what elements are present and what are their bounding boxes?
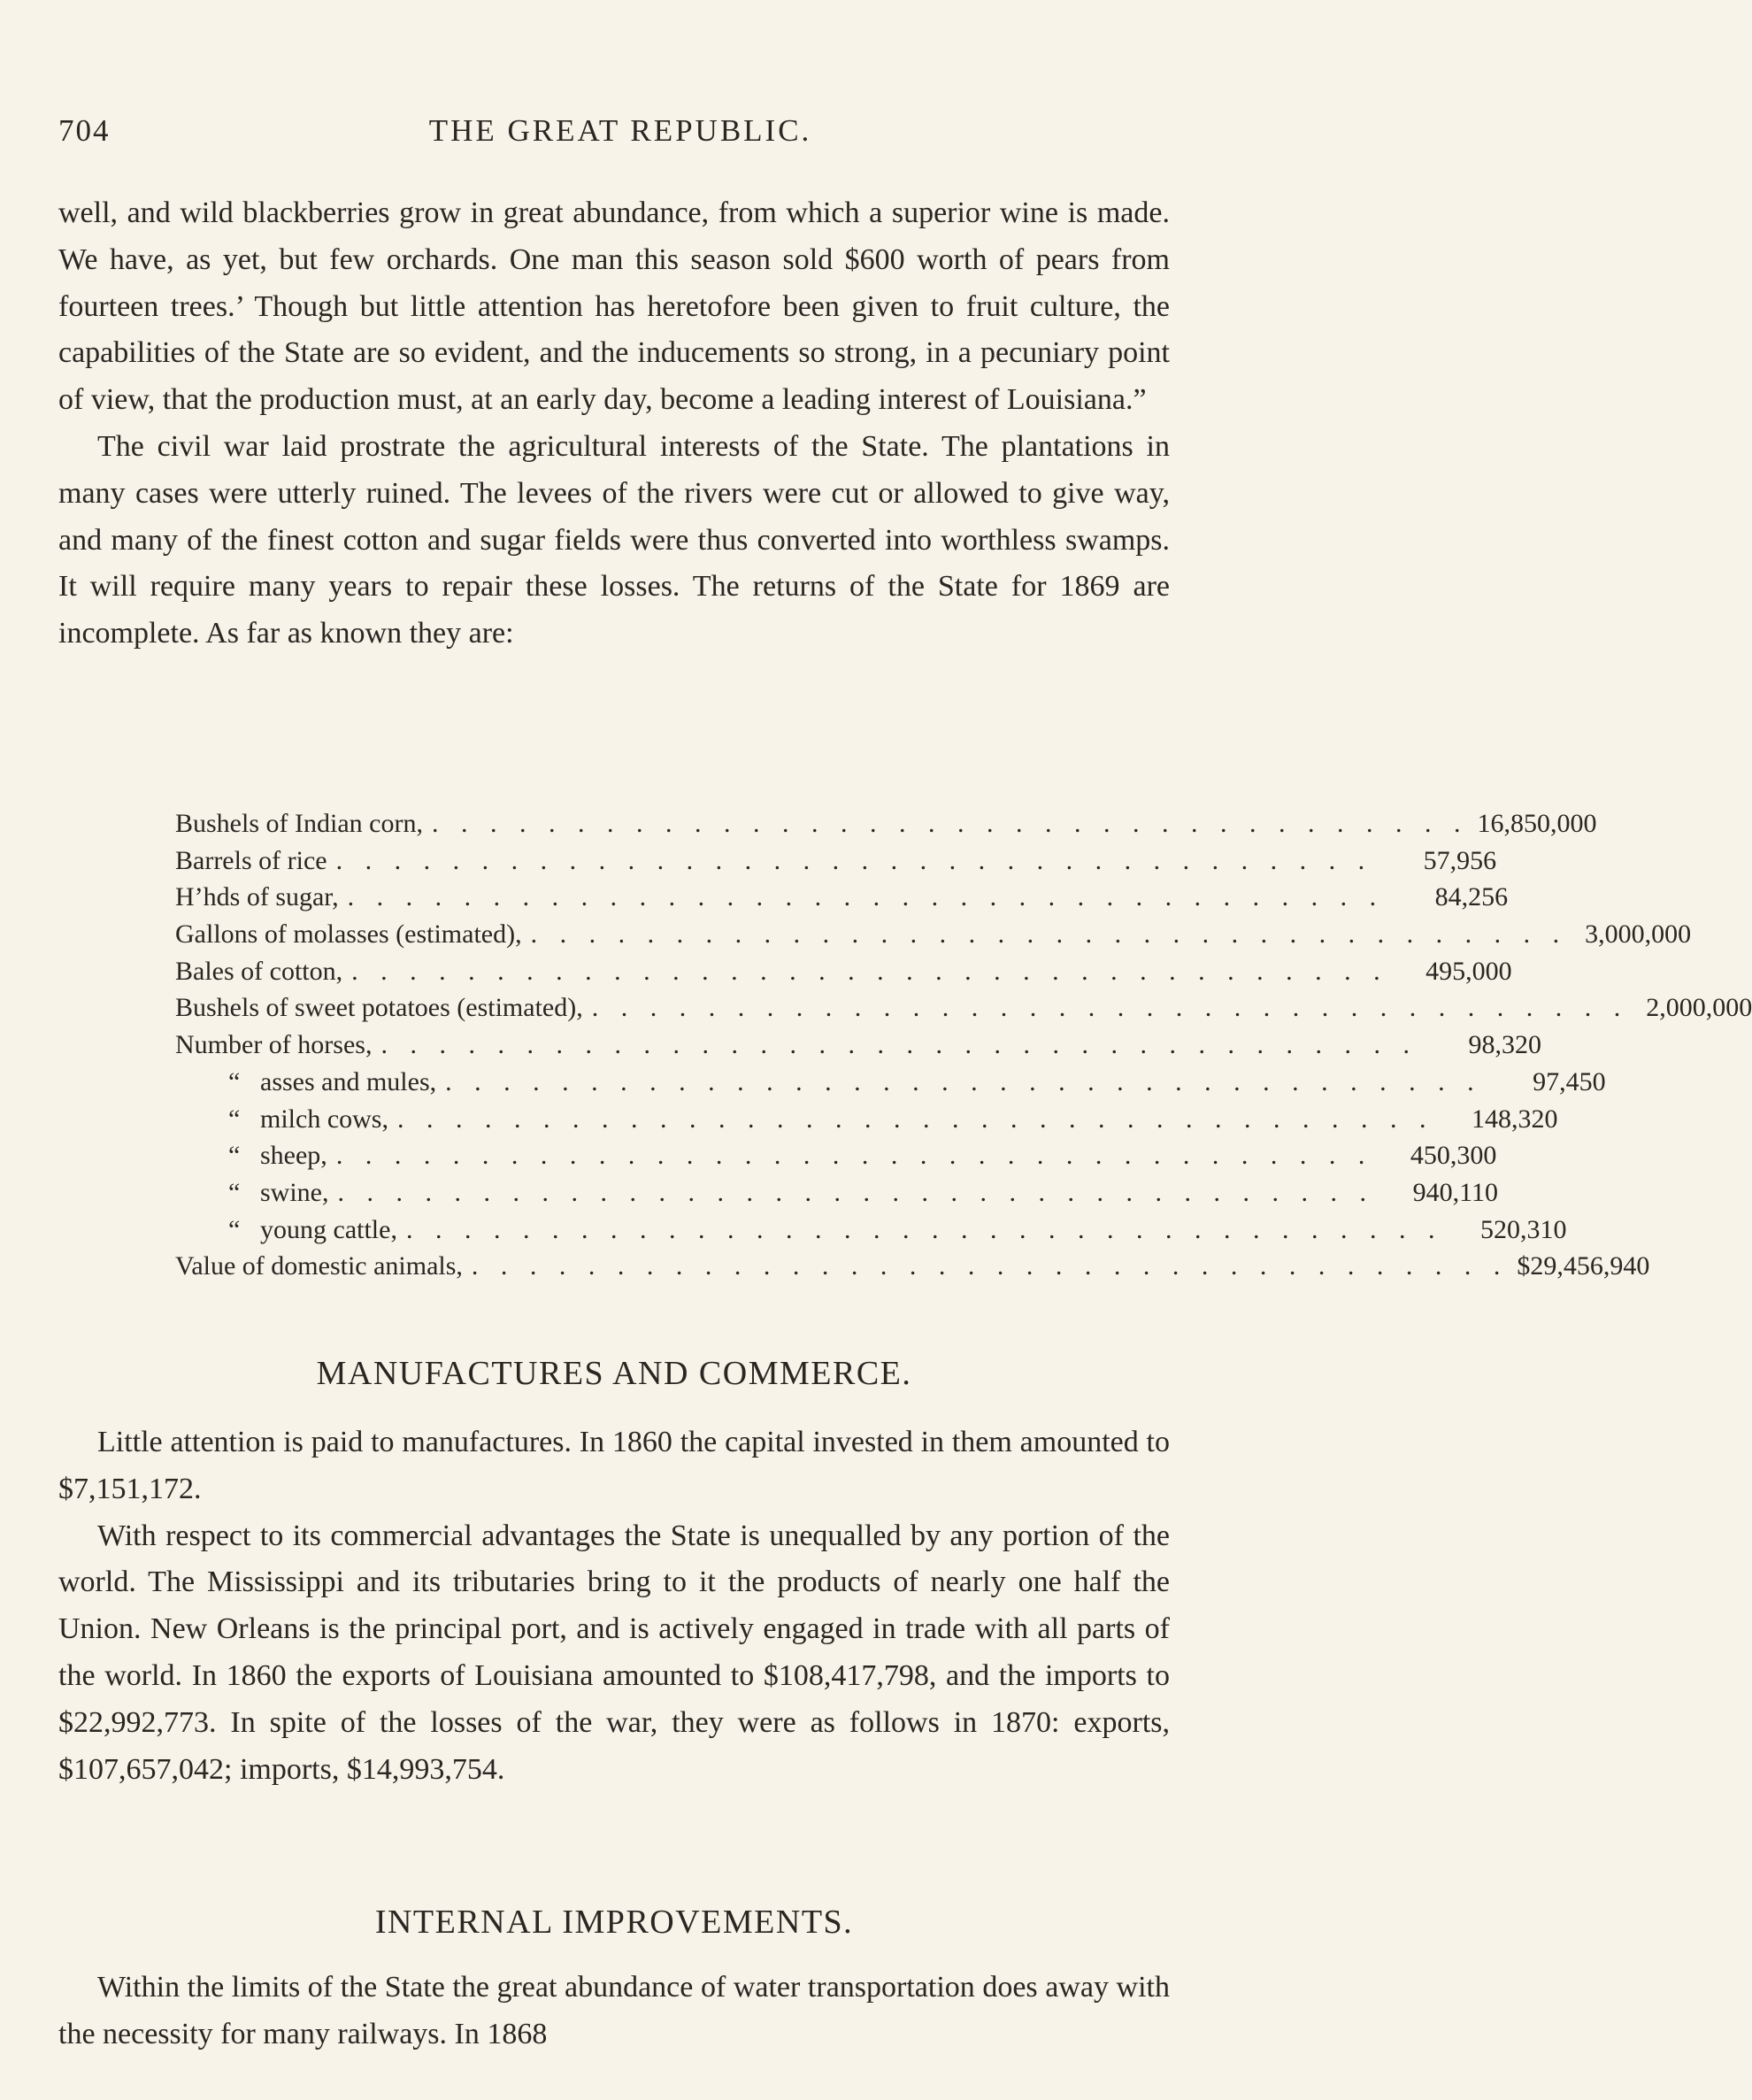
dot-leader: . . . . . . . . . . . . . . . . . . . . . . . . . . . . . . . . . . . .: [396, 1104, 1434, 1134]
row-label: [175, 879, 339, 916]
dot-leader: . . . . . . . . . . . . . . . . . . . . . . . . . . . . . . . . . . . .: [405, 1214, 1443, 1244]
row-label: [175, 1027, 372, 1064]
row-value: 16,850,000: [1477, 809, 1597, 838]
row-value: 84,256: [1434, 882, 1509, 912]
manufactures-text: [58, 1419, 1170, 1793]
page-header: [58, 113, 1182, 158]
row-label: [175, 1174, 329, 1212]
row-label: [175, 1101, 388, 1138]
internal-improvements-text: [58, 1965, 1170, 2058]
row-value: 520,310: [1479, 1214, 1567, 1244]
row-label: [175, 805, 423, 842]
row-label: [175, 1212, 397, 1249]
row-value: $29,456,940: [1517, 1251, 1650, 1281]
row-label-text: sheep,: [260, 1141, 327, 1171]
page-number: 704: [58, 113, 111, 148]
row-label-text: Number of horses,: [175, 1030, 373, 1060]
row-label-text: Barrels of rice: [175, 845, 327, 875]
dot-leader: . . . . . . . . . . . . . . . . . . . . . . . . . . . . . . . . . . . .: [530, 919, 1568, 950]
agriculture-text: [58, 190, 1170, 658]
dot-leader: . . . . . . . . . . . . . . . . . . . . . . . . . . . . . . . . . . . .: [351, 956, 1388, 986]
row-label-text: swine,: [260, 1177, 329, 1207]
row-label-text: H’hds of sugar,: [175, 882, 339, 912]
section-heading-manufactures: MANUFACTURES AND COMMERCE.: [316, 1355, 912, 1392]
table-row: [175, 842, 1497, 880]
table-row: [175, 879, 1509, 916]
row-label-text: asses and mules,: [260, 1066, 437, 1096]
dot-leader: . . . . . . . . . . . . . . . . . . . . . . . . . . . . . . . . . . . .: [337, 1177, 1374, 1207]
dot-leader: . . . . . . . . . . . . . . . . . . . . . . . . . . . . . . . . . . . .: [347, 882, 1385, 912]
row-value: 940,110: [1412, 1177, 1498, 1207]
paragraph-manufactures: Little attention is paid to manufactures. In 1860 the capital invested in them amounted to $7,151,172.: [58, 1426, 1170, 1505]
paragraph-civil-war: The civil war laid prostrate the agricultural interests of the State. The plantations in many cases were utterly ruined. The levees of the rivers were cut or allowed to give way, and many of the finest cotton and sugar fields were thus converted into worthless swamps. It will require many years to repair these losses. The returns of the State for 1869 are incomplete. As far as known they are:: [58, 429, 1170, 650]
row-value: 2,000,000: [1646, 993, 1752, 1023]
ditto-mark: “: [228, 1214, 241, 1244]
table-row: [175, 953, 1512, 990]
table-row: [175, 916, 1692, 953]
section-heading-internal-improvements: INTERNAL IMPROVEMENTS.: [374, 1904, 854, 1941]
row-label: [175, 916, 522, 953]
row-label-text: milch cows,: [260, 1104, 388, 1134]
row-label-text: Bales of cotton,: [175, 956, 343, 986]
table-row: [175, 1248, 1650, 1285]
ditto-mark: “: [228, 1141, 241, 1171]
table-row: [175, 1174, 1498, 1212]
row-value: 495,000: [1425, 956, 1512, 986]
row-label: [175, 1248, 463, 1285]
dot-leader: . . . . . . . . . . . . . . . . . . . . . . . . . . . . . . . . . . . .: [431, 809, 1469, 838]
returns-table: [175, 805, 1752, 1285]
row-label-text: Gallons of molasses (estimated),: [175, 919, 522, 950]
dot-leader: . . . . . . . . . . . . . . . . . . . . . . . . . . . . . . . . . . . .: [591, 993, 1629, 1023]
ditto-mark: “: [228, 1066, 241, 1096]
ditto-mark: “: [228, 1104, 241, 1134]
row-label-text: young cattle,: [260, 1214, 397, 1244]
table-row: [175, 805, 1597, 842]
row-value: 57,956: [1423, 845, 1497, 875]
row-label-text: Value of domestic animals,: [175, 1251, 463, 1281]
dot-leader: . . . . . . . . . . . . . . . . . . . . . . . . . . . . . . . . . . . .: [445, 1066, 1482, 1096]
running-title: THE GREAT REPUBLIC.: [428, 113, 812, 148]
row-value: 148,320: [1471, 1104, 1558, 1134]
table-row: [175, 1101, 1558, 1138]
table-row: [175, 1064, 1606, 1101]
row-label-text: Bushels of Indian corn,: [175, 809, 423, 838]
table-row: [175, 1137, 1497, 1174]
table-row: [175, 989, 1752, 1027]
row-value: 3,000,000: [1585, 919, 1692, 950]
row-value: 97,450: [1533, 1066, 1606, 1096]
paragraph-internal: Within the limits of the State the great abundance of water transportation does away with the necessity for many railways. In 1868: [58, 1971, 1170, 2050]
row-label: [175, 842, 327, 880]
table-row: [175, 1027, 1541, 1064]
dot-leader: . . . . . . . . . . . . . . . . . . . . . . . . . . . . . . . . . . . .: [471, 1251, 1509, 1281]
row-label: [175, 953, 342, 990]
row-value: 450,300: [1410, 1141, 1497, 1171]
row-value: 98,320: [1468, 1030, 1541, 1060]
row-label: [175, 1064, 436, 1101]
row-label: [175, 989, 583, 1027]
ditto-mark: “: [228, 1177, 241, 1207]
row-label-text: Bushels of sweet potatoes (estimated),: [175, 993, 583, 1023]
dot-leader: . . . . . . . . . . . . . . . . . . . . . . . . . . . . . . . . . . . .: [380, 1030, 1418, 1060]
dot-leader: . . . . . . . . . . . . . . . . . . . . . . . . . . . . . . . . . . . .: [335, 1141, 1373, 1171]
paragraph-commerce: With respect to its commercial advantages the State is unequalled by any portion of the world. The Mississippi and its tributaries bring to it the products of nearly one half the Union. New Orleans is the principal port, and is actively engaged in trade with all parts of the world. In 1860 the exports of Louisiana amounted to $108,417,798, and the imports to $22,992,773. In spite of the losses of the war, they were as follows in 1870: exports, $107,657,042; imports, $14,993,754.: [58, 1519, 1170, 1786]
row-label: [175, 1137, 327, 1174]
table-row: [175, 1212, 1567, 1249]
paragraph-continuation: well, and wild blackberries grow in great abundance, from which a superior wine is made. We have, as yet, but few orchards. One man this season sold $600 worth of pears from fourteen trees.’ Though but little attention has heretofore been given to fruit culture, the capabilities of the State are so evident, and the inducements so strong, in a pecuniary point of view, that the production must, at an early day, become a leading interest of Louisiana.”: [58, 196, 1170, 417]
dot-leader: . . . . . . . . . . . . . . . . . . . . . . . . . . . . . . . . . . . .: [335, 845, 1373, 875]
